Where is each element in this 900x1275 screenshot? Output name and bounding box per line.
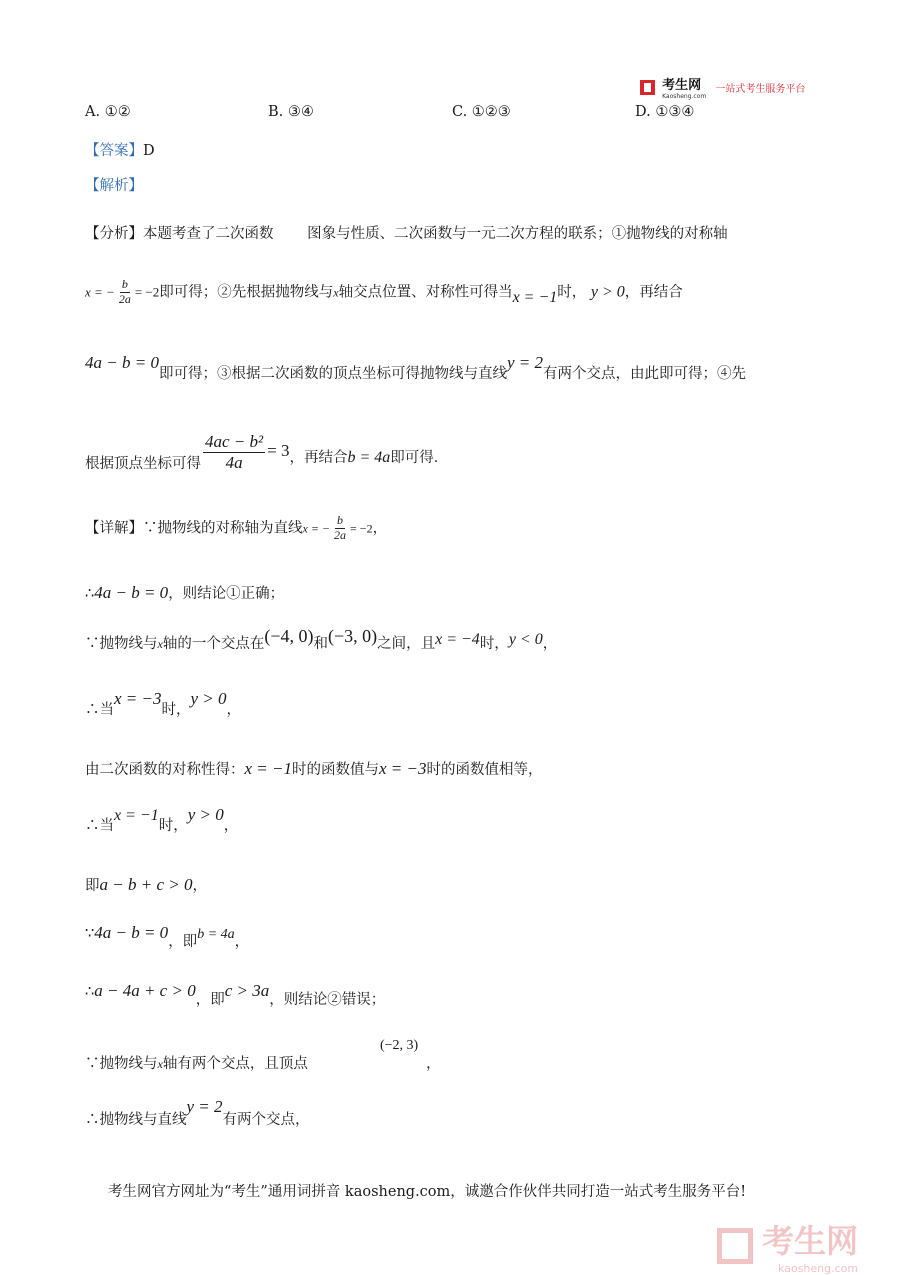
analysis-line-3: 4a − b = 0即可得；③根据二次函数的顶点坐标可得抛物线与直线y = 2有两个交点，由此即可得；④先 [85, 353, 746, 382]
brand-domain: Kaosheng.com [662, 93, 707, 100]
option-c: C. ①②③ [452, 104, 511, 120]
detail-line-10-end: ， [426, 1056, 441, 1072]
analysis-line-4: 根据顶点坐标可得 $\frac{\text{4ac − b²}}{4a}$ = 3，再结合b = 4a即可得． [85, 432, 449, 473]
answer-line [85, 139, 155, 160]
option-b: B. ③④ [268, 104, 314, 120]
footer-text: 考生网官方网址为“考生”通用词拼音 kaosheng.com，诚邀合作伙伴共同打造一站式考生服务平台! [108, 1184, 747, 1200]
option-a: A. ①② [85, 104, 131, 120]
watermark-logo-icon [717, 1228, 753, 1264]
analysis-label: 【解析】 [85, 178, 143, 194]
analysis-line-2: x = − $\frac{b}{2a}$ = −2即可得；②先根据抛物线与x轴交点位置、对称性可得当x = −1时， y > 0，再结合 [85, 277, 683, 307]
detail-line-9: ∴a − 4a + c > 0，即c > 3a，则结论②错误； [85, 981, 386, 1008]
detail-line-5: 由二次函数的对称性得：x = −1时的函数值与x = −3时的函数值相等， [85, 759, 543, 778]
brand-logo-icon [640, 80, 655, 95]
header-logo [640, 74, 805, 100]
detail-line-2: ∴4a − b = 0，则结论①正确； [85, 583, 285, 602]
detail-line-7: 即a − b + c > 0， [85, 875, 207, 894]
detail-line-3: ∵抛物线与x轴的一个交点在(−4, 0)和(−3, 0)之间，且x = −4时，y < 0， [85, 626, 558, 652]
detail-line-1: 【详解】∵抛物线的对称轴为直线x = − $\frac{b}{2a}$ = −2， [85, 513, 388, 542]
detail-line-8: ∵4a − b = 0，即b = 4a， [85, 923, 250, 950]
answer-value: D [143, 143, 155, 159]
detail-line-6: ∴当x = −1时，y > 0， [85, 805, 239, 834]
watermark-name: 考生网 [762, 1222, 859, 1260]
detail-line-10: ∵抛物线与x轴有两个交点，且顶点 [85, 1056, 308, 1072]
brand-name: 考生网 [662, 78, 702, 93]
watermark [717, 1216, 858, 1275]
detail-line-11: ∴抛物线与直线y = 2有两个交点， [85, 1097, 310, 1128]
watermark-domain: kaosheng.com [778, 1262, 859, 1275]
option-d: D. ①③④ [635, 104, 695, 120]
brand-slogan: 一站式考生服务平台 [715, 83, 806, 95]
vertex-point: (−2, 3) [380, 1038, 419, 1053]
detail-line-4: ∴当x = −3时，y > 0， [85, 689, 242, 718]
analysis-line-1: 【分析】本题考查了二次函数 图象与性质、二次函数与一元二次方程的联系；①抛物线的对称轴 [85, 226, 728, 242]
answer-label: 【答案】 [85, 143, 143, 159]
